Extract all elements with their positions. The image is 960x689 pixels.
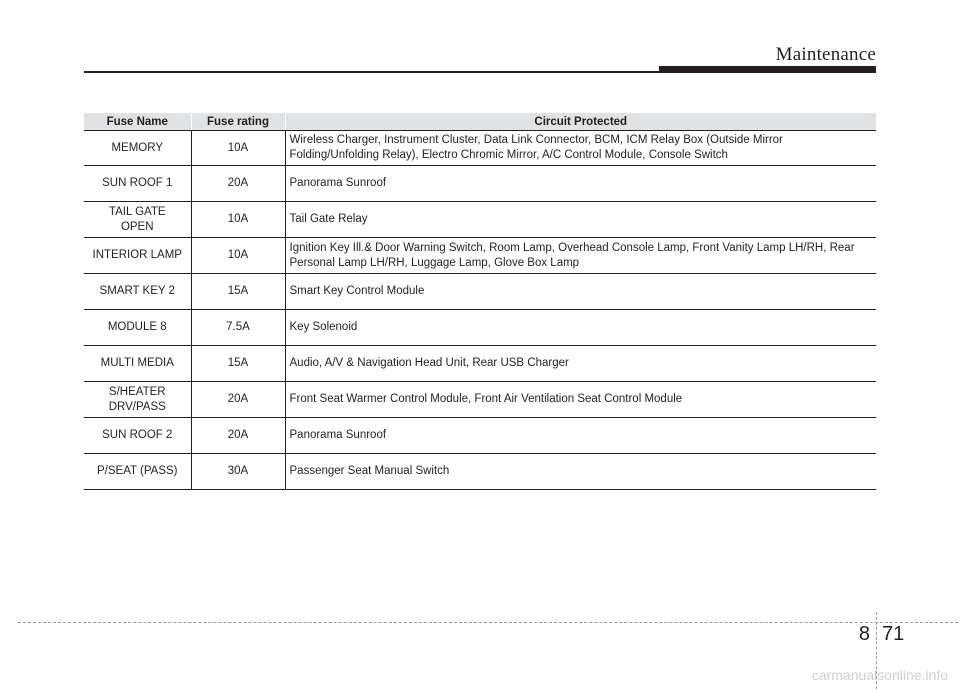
fuse-rating: 30A [191, 454, 285, 490]
fuse-name: SUN ROOF 1 [102, 177, 173, 189]
circuit-protected: Ignition Key Ill.& Door Warning Switch, Room Lamp, Overhead Console Lamp, Front Vanity Lamp LH/RH, Rear Personal Lamp LH/RH, Luggage Lamp, Glove Box Lamp [285, 238, 876, 274]
fuse-name: S/HEATER DRV/PASS [108, 385, 166, 413]
circuit-protected: Wireless Charger, Instrument Cluster, Data Link Connector, BCM, ICM Relay Box (Outside Mirror Folding/Unfolding Relay), Electro Chromic Mirror, A/C Control Module, Console Switch [285, 131, 876, 166]
fuse-name-cell [84, 202, 191, 238]
circuit-protected: Tail Gate Relay [285, 202, 876, 238]
fuse-name: P/SEAT (PASS) [96, 465, 178, 477]
fuse-name-cell [84, 310, 191, 346]
fuse-name: SMART KEY 2 [99, 285, 175, 297]
fuse-table [84, 113, 876, 490]
fuse-name-cell [84, 454, 191, 490]
fuse-rating: 15A [191, 274, 285, 310]
column-header-fuse-name: Fuse Name [84, 113, 191, 131]
fuse-name: SUN ROOF 2 [102, 429, 173, 441]
footer-dashed-rule [18, 622, 958, 623]
circuit-protected: Audio, A/V & Navigation Head Unit, Rear USB Charger [285, 346, 876, 382]
table-row [84, 131, 876, 166]
header-rule-thin [84, 71, 659, 73]
fuse-rating: 10A [191, 131, 285, 166]
fuse-name-cell [84, 382, 191, 418]
fuse-rating: 20A [191, 418, 285, 454]
fuse-name: INTERIOR LAMP [92, 249, 182, 261]
page-number: 71 [882, 623, 905, 645]
fuse-table-container [84, 113, 876, 490]
table-row [84, 166, 876, 202]
fuse-name: MODULE 8 [107, 321, 167, 333]
fuse-name: TAIL GATE OPEN [108, 205, 166, 233]
table-row [84, 418, 876, 454]
fuse-rating: 7.5A [191, 310, 285, 346]
section-title: Maintenance [775, 44, 876, 65]
watermark: carmanualsonline.info [811, 667, 948, 683]
table-row [84, 382, 876, 418]
fuse-name-cell [84, 166, 191, 202]
circuit-protected: Smart Key Control Module [285, 274, 876, 310]
table-row [84, 310, 876, 346]
fuse-rating: 20A [191, 382, 285, 418]
column-header-fuse-rating: Fuse rating [191, 113, 285, 131]
table-row [84, 454, 876, 490]
fuse-name-cell [84, 346, 191, 382]
table-row [84, 238, 876, 274]
chapter-number: 8 [858, 623, 870, 645]
circuit-protected: Panorama Sunroof [285, 418, 876, 454]
fuse-name-cell [84, 418, 191, 454]
fuse-rating: 10A [191, 202, 285, 238]
fuse-name: MULTI MEDIA [100, 357, 174, 369]
circuit-protected: Key Solenoid [285, 310, 876, 346]
fuse-rating: 10A [191, 238, 285, 274]
column-header-circuit-protected: Circuit Protected [285, 113, 876, 131]
table-row [84, 202, 876, 238]
circuit-protected: Front Seat Warmer Control Module, Front Air Ventilation Seat Control Module [285, 382, 876, 418]
fuse-rating: 20A [191, 166, 285, 202]
table-header-row [84, 113, 876, 131]
fuse-name: MEMORY [111, 141, 164, 154]
table-row [84, 346, 876, 382]
fuse-name-cell [84, 274, 191, 310]
fuse-name-cell [84, 131, 191, 166]
circuit-protected: Panorama Sunroof [285, 166, 876, 202]
header-rule-thick [659, 66, 876, 73]
fuse-rating: 15A [191, 346, 285, 382]
circuit-protected: Passenger Seat Manual Switch [285, 454, 876, 490]
fuse-name-cell [84, 238, 191, 274]
table-row [84, 274, 876, 310]
